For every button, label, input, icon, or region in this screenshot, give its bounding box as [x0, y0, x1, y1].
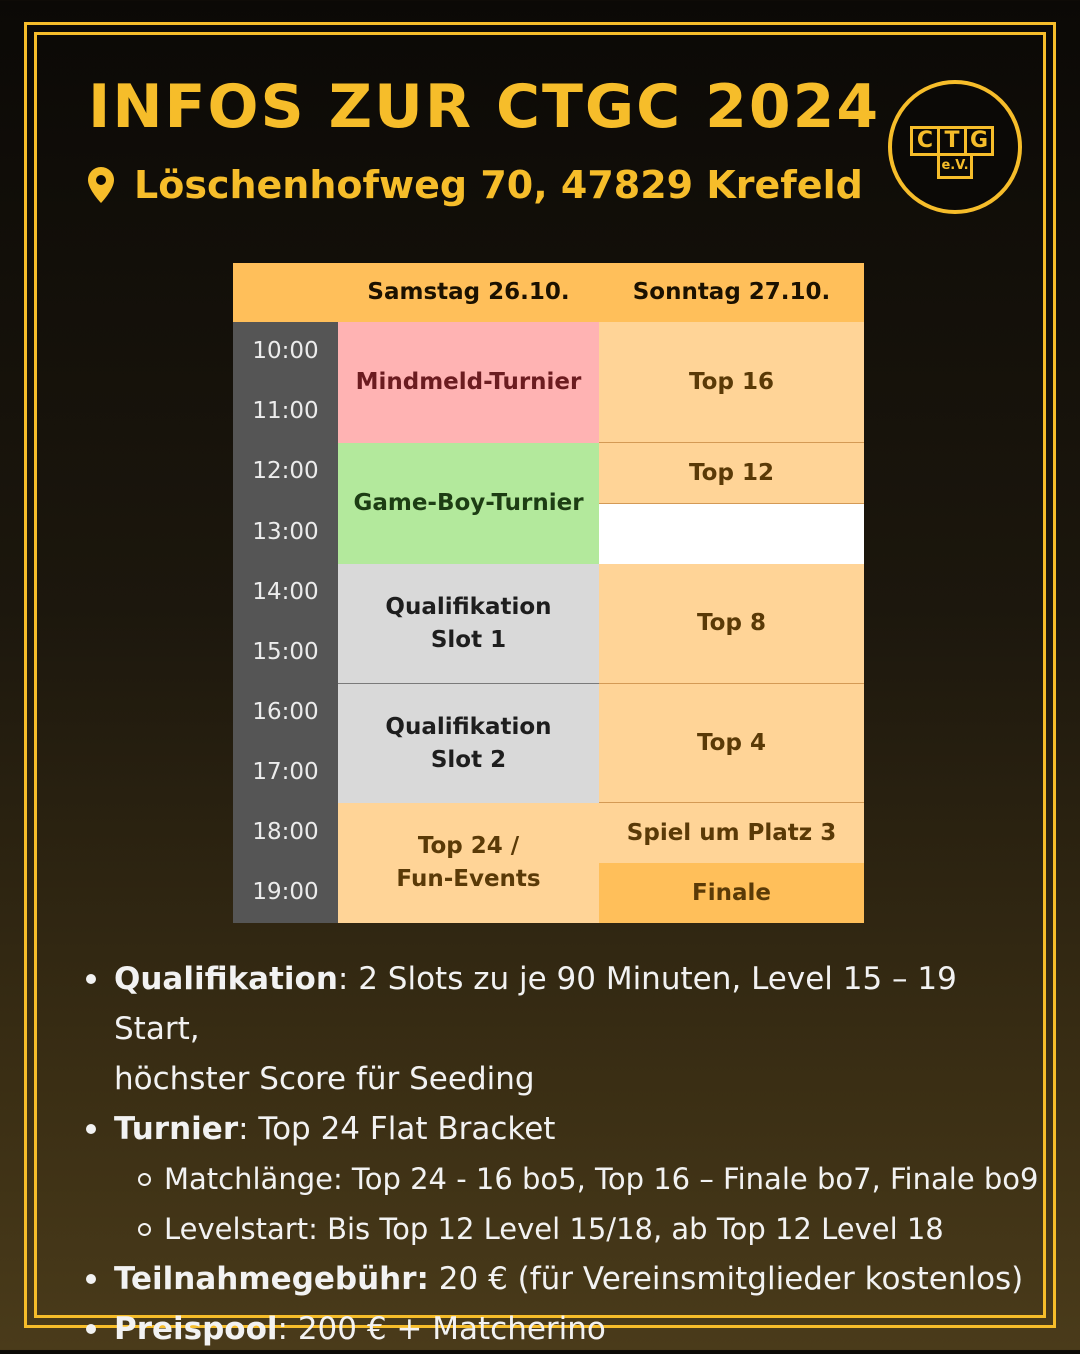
- day-header-saturday: Samstag 26.10.: [338, 263, 599, 322]
- slot-top4: [599, 684, 864, 803]
- slot-label-line: Qualifikation: [385, 713, 552, 740]
- page-title: INFOS ZUR CTGC 2024: [88, 72, 881, 142]
- slot-label: Top 4: [697, 729, 766, 756]
- info-item-gebuehr: [80, 1254, 1040, 1304]
- info-item-qualifikation: [80, 954, 1040, 1104]
- day-header-sunday: Sonntag 27.10.: [599, 263, 864, 322]
- time-label: 14:00: [252, 579, 319, 605]
- slot-label: Top 16: [689, 368, 774, 395]
- info-text: höchster Score für Seeding: [114, 1061, 535, 1097]
- info-item-preispool: [80, 1304, 1040, 1354]
- info-text: 20 € (für Vereinsmitglieder kostenlos): [428, 1261, 1024, 1297]
- info-term: Qualifikation: [114, 961, 338, 997]
- info-text: : Top 24 Flat Bracket: [238, 1111, 556, 1147]
- ctg-logo: [888, 80, 1022, 214]
- slot-top12: [599, 443, 864, 504]
- info-list: [80, 954, 1040, 1354]
- slot-label: Top 12: [689, 459, 774, 486]
- slot-quali-1: [338, 564, 599, 684]
- slot-top24-fun: [338, 803, 599, 923]
- info-subitem-levelstart: Levelstart: Bis Top 12 Level 15/18, ab Top 12 Level 18: [80, 1204, 1040, 1254]
- slot-label: Mindmeld-Turnier: [355, 369, 582, 395]
- info-term: Teilnahmegebühr:: [114, 1261, 429, 1297]
- logo-letters: [910, 126, 991, 156]
- time-label: 15:00: [252, 639, 319, 665]
- info-item-turnier: [80, 1104, 1040, 1154]
- slot-label-line: Slot 2: [430, 746, 507, 773]
- time-label: 18:00: [252, 819, 319, 845]
- time-label: 16:00: [252, 699, 319, 725]
- time-label: 19:00: [252, 879, 319, 905]
- slot-label: Game-Boy-Turnier: [353, 490, 584, 516]
- time-column: [233, 322, 338, 923]
- header-corner: [233, 263, 338, 322]
- address-text: Löschenhofweg 70, 47829 Krefeld: [134, 163, 863, 207]
- info-term: Turnier: [114, 1111, 239, 1147]
- slot-label: Finale: [692, 879, 771, 906]
- info-text: : 2 Slots zu je 90 Minuten, Level 15 – 19 Start,: [114, 961, 957, 1047]
- info-term: Preispool: [114, 1311, 278, 1347]
- time-label: 17:00: [252, 759, 319, 785]
- info-text: : 200 € + Matcherino: [277, 1311, 606, 1347]
- slot-finale: [599, 863, 864, 923]
- time-label: 10:00: [252, 338, 319, 364]
- slot-label-line: Slot 1: [430, 626, 507, 653]
- logo-ev: e.V.: [937, 153, 973, 179]
- slot-empty: [599, 504, 864, 564]
- slot-label-line: Top 24 /: [417, 833, 520, 859]
- slot-gameboy: [338, 443, 599, 564]
- slot-top8: [599, 564, 864, 684]
- logo-letter-t: T: [937, 126, 967, 156]
- slot-top16: [599, 322, 864, 443]
- time-label: 12:00: [252, 458, 319, 484]
- slot-quali-2: [338, 684, 599, 803]
- slot-mindmeld: [338, 322, 599, 443]
- time-label: 11:00: [252, 398, 319, 424]
- slot-label: Top 8: [697, 610, 766, 636]
- slot-label-line: Qualifikation: [385, 593, 552, 620]
- slot-label: Spiel um Platz 3: [626, 819, 837, 846]
- time-label: 13:00: [252, 519, 319, 545]
- info-subitem-matchlaenge: Matchlänge: Top 24 - 16 bo5, Top 16 – Finale bo7, Finale bo9: [80, 1154, 1040, 1204]
- location-pin-icon: [88, 167, 114, 203]
- schedule-table: [233, 263, 864, 923]
- logo-letter-c: C: [910, 126, 940, 156]
- slot-platz3: [599, 803, 864, 863]
- logo-letter-g: G: [964, 126, 994, 156]
- slot-label-line: Fun-Events: [396, 866, 541, 892]
- address-line: [88, 160, 863, 210]
